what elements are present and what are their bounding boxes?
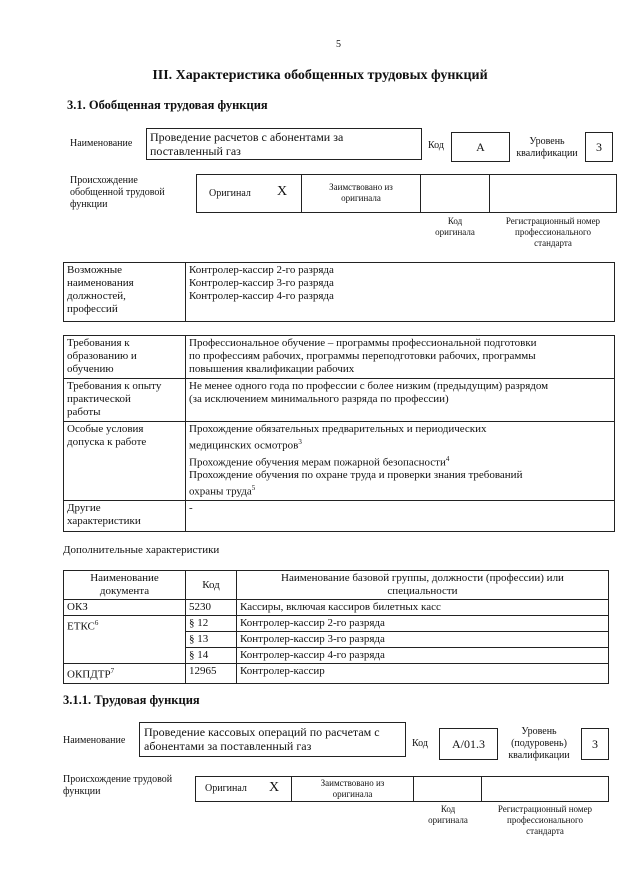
list-item: Контролер-кассир 4-го разряда bbox=[189, 290, 334, 302]
gtf-origin-label: Происхождение обобщенной трудовой функции bbox=[70, 175, 165, 210]
tf-original-label: Оригинал bbox=[205, 783, 247, 794]
tf-borrowed-label: Заимствовано из оригинала bbox=[320, 778, 385, 799]
gtf-code-orig-caption: Код оригинала bbox=[435, 216, 475, 237]
gtf-code-value: А bbox=[451, 132, 510, 162]
table-row: ОКПДТР$^7$ 12965 Контролер-кассир bbox=[64, 664, 609, 684]
positions-table bbox=[63, 262, 615, 322]
special-text: Прохождение обязательных предварительных и периодических медицинских осмотров$^3$ Прохождение обучения мерам пожарной безопасности$^4$ Прохождение обучения по охране труда и проверки знания требований охраны труда$^5$ bbox=[186, 422, 615, 501]
tf-origin-label: Происхождение трудовой функции bbox=[63, 774, 173, 797]
gtf-level-label: Уровень квалификации bbox=[516, 136, 578, 159]
page-number: 5 bbox=[336, 39, 341, 50]
tf-name-label: Наименование bbox=[63, 735, 126, 746]
additional-table bbox=[63, 570, 609, 684]
requirements-table bbox=[63, 335, 615, 532]
divider bbox=[420, 174, 421, 213]
additional-heading: Дополнительные характеристики bbox=[63, 544, 220, 556]
col-header-doc: Наименование документа bbox=[64, 571, 186, 600]
tf-heading: 3.1.1. Трудовая функция bbox=[63, 693, 200, 707]
gtf-name-value: Проведение расчетов с абонентами за поставленный газ bbox=[146, 128, 422, 160]
other-text: - bbox=[186, 500, 615, 531]
positions-label: Возможные наименования должностей, профессий bbox=[64, 263, 186, 322]
gtf-name-label: Наименование bbox=[70, 138, 133, 149]
gtf-level-value: 3 bbox=[585, 132, 613, 162]
tf-code-label: Код bbox=[412, 738, 428, 749]
gtf-reg-caption: Регистрационный номер профессионального стандарта bbox=[505, 216, 601, 248]
divider bbox=[481, 776, 482, 802]
tf-level-value: 3 bbox=[581, 728, 609, 760]
section-title: III. Характеристика обобщенных трудовых функций bbox=[152, 68, 488, 83]
table-row: ОКЗ 5230 Кассиры, включая кассиров билетных касс bbox=[64, 600, 609, 616]
gtf-borrowed-label: Заимствовано из оригинала bbox=[329, 182, 393, 203]
other-label: Другие характеристики bbox=[64, 500, 186, 531]
edu-text: Профессиональное обучение – программы профессиональной подготовки по профессиям рабочих, программы переподготовки рабочих, программы повышения квалификации рабочих bbox=[186, 336, 615, 379]
tf-original-mark: X bbox=[269, 780, 280, 795]
tf-code-orig-caption: Код оригинала bbox=[428, 804, 468, 825]
table-row: § 14 Контролер-кассир 4-го разряда bbox=[64, 648, 609, 664]
edu-label: Требования к образованию и обучению bbox=[64, 336, 186, 379]
exp-text: Не менее одного года по профессии с более низким (предыдущим) разрядом (за исключением минимального разряда по профессии) bbox=[186, 379, 615, 422]
gtf-code-label: Код bbox=[428, 140, 444, 151]
table-row: § 13 Контролер-кассир 3-го разряда bbox=[64, 632, 609, 648]
tf-level-label: Уровень (подуровень) квалификации bbox=[508, 726, 570, 761]
col-header-name: Наименование базовой группы, должности (профессии) или специальности bbox=[237, 571, 609, 600]
list-item: Контролер-кассир 3-го разряда bbox=[189, 277, 334, 289]
divider bbox=[489, 174, 490, 213]
col-header-code: Код bbox=[186, 571, 237, 600]
list-item: Контролер-кассир 2-го разряда bbox=[189, 264, 334, 276]
gtf-heading: 3.1. Обобщенная трудовая функция bbox=[67, 98, 268, 112]
gtf-original-mark: X bbox=[277, 184, 288, 199]
divider bbox=[413, 776, 414, 802]
exp-label: Требования к опыту практической работы bbox=[64, 379, 186, 422]
table-row: ЕТКС$^6$ § 12 Контролер-кассир 2-го разряда bbox=[64, 616, 609, 632]
tf-code-value: A/01.3 bbox=[439, 728, 498, 760]
positions-list bbox=[186, 263, 615, 322]
tf-reg-caption: Регистрационный номер профессионального стандарта bbox=[497, 804, 593, 836]
tf-name-value: Проведение кассовых операций по расчетам с абонентами за поставленный газ bbox=[139, 722, 406, 757]
special-label: Особые условия допуска к работе bbox=[64, 422, 186, 501]
gtf-original-label: Оригинал bbox=[209, 188, 251, 199]
